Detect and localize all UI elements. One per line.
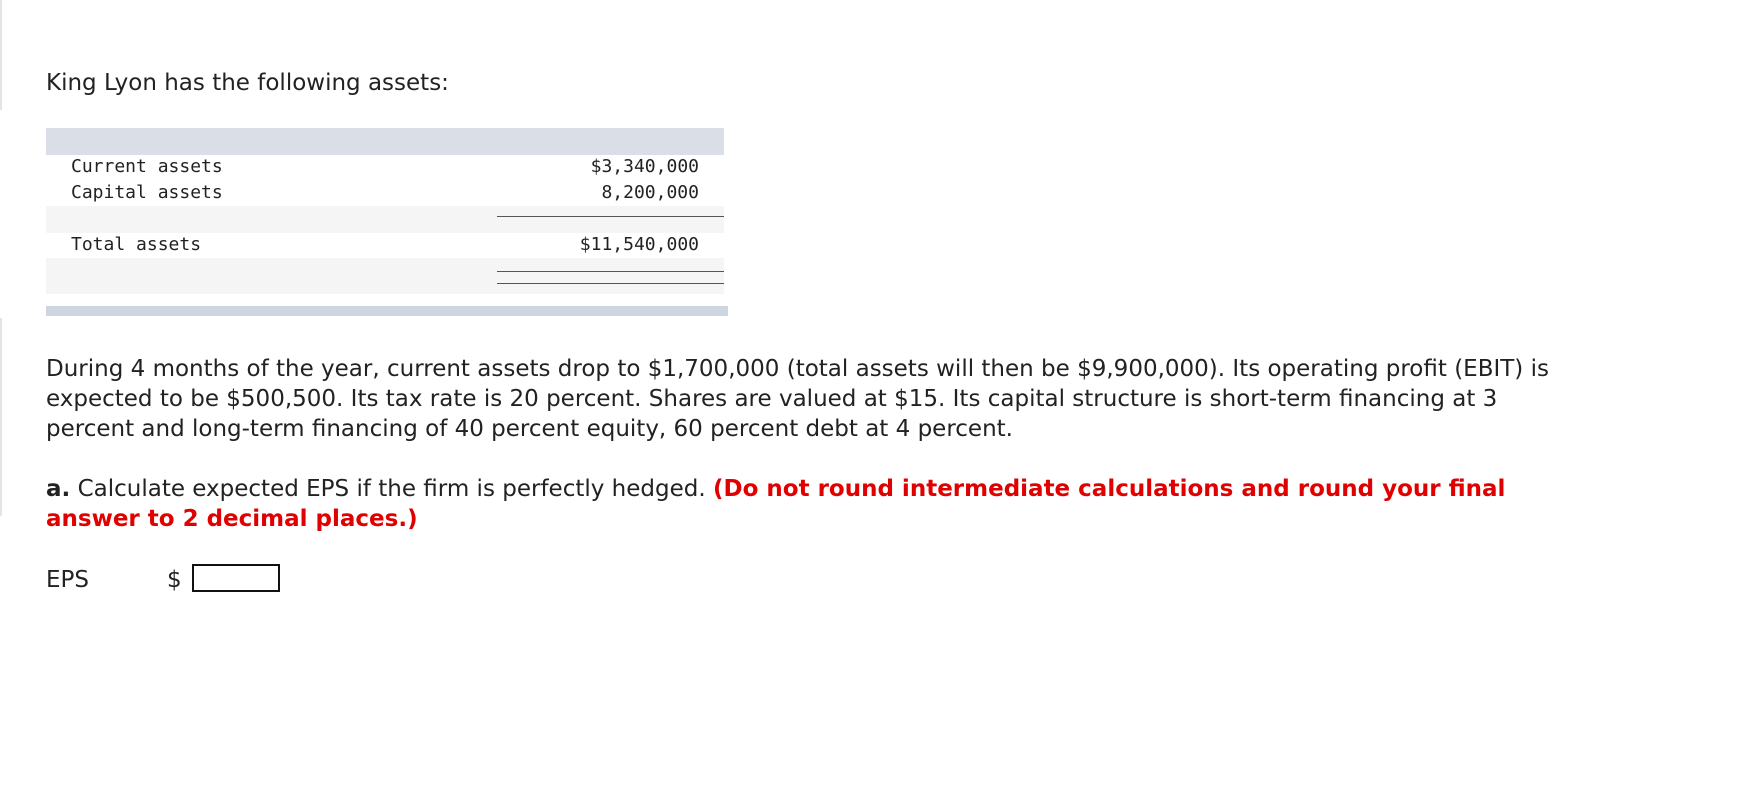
subtotal-rule — [497, 216, 724, 217]
row-value-current-assets: $3,340,000 — [590, 156, 699, 177]
row-label-current-assets: Current assets — [71, 156, 223, 177]
row-value-total-assets: $11,540,000 — [579, 234, 699, 255]
row-value-capital-assets: 8,200,000 — [601, 182, 699, 203]
assets-table — [46, 128, 724, 316]
dollar-sign: $ — [167, 567, 182, 593]
left-border-top — [0, 0, 2, 110]
row-label-capital-assets: Capital assets — [71, 182, 223, 203]
part-a-question-text: Calculate expected EPS if the firm is perfectly hedged. — [70, 476, 713, 502]
table-footer-bar — [46, 306, 728, 316]
row-label-total-assets: Total assets — [71, 234, 202, 255]
rounding-instruction: (Do not round intermediate calculations and round your final answer to 2 decimal places.) — [46, 476, 1506, 532]
left-border-bottom — [0, 318, 2, 516]
total-double-rule-bottom — [497, 283, 724, 284]
eps-input[interactable] — [192, 564, 280, 592]
eps-label: EPS — [46, 567, 90, 593]
table-header-bar — [46, 128, 724, 155]
table-band — [46, 206, 724, 233]
total-double-rule-top — [497, 271, 724, 272]
part-a-question — [46, 474, 1566, 534]
scenario-paragraph: During 4 months of the year, current assets drop to $1,700,000 (total assets will then be $9,900,000). Its operating profit (EBIT) is expected to be $500,500. Its tax rate is 20 percent. Shares are valued at $15. Its capital structure is short-term financing at 3 percent and long-term financing of 40 percent equity, 60 percent debt at 4 percent. — [46, 356, 1549, 442]
table-band — [46, 258, 724, 294]
question-intro: King Lyon has the following assets: — [46, 70, 449, 96]
part-a-letter: a. — [46, 476, 71, 502]
